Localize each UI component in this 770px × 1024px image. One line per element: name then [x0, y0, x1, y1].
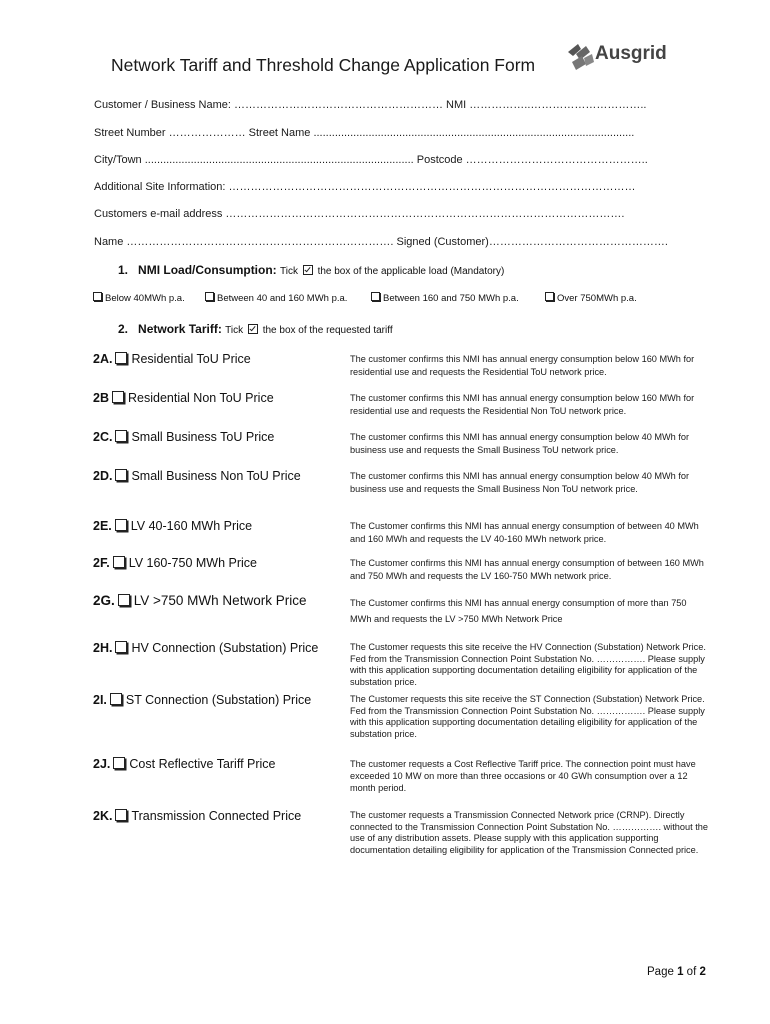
checkbox-icon[interactable] [93, 292, 102, 301]
tariff-option[interactable]: 2I. ST Connection (Substation) Price [93, 693, 312, 707]
load-option[interactable]: Below 40MWh p.a. [93, 292, 185, 304]
checkbox-icon[interactable] [118, 594, 130, 606]
checkbox-icon[interactable] [205, 292, 214, 301]
checkbox-icon[interactable] [545, 292, 554, 301]
checkbox-icon[interactable] [115, 430, 127, 442]
additional-site-info-field[interactable]: Additional Site Information: ………………………………………………………………………………………………… [94, 181, 636, 193]
tariff-description: The customer confirms this NMI has annual energy consumption below 160 MWh for residential use and requests the Residential Non ToU network price. [350, 393, 695, 416]
tariff-option[interactable]: 2D. Small Business Non ToU Price [93, 469, 301, 483]
checkbox-icon[interactable] [113, 556, 125, 568]
tariff-description: The customer requests a Cost Reflective Tariff price. The connection point must have exceeded 10 MW on more than three occasions or 40 GWh consumption over a 12 month period. [350, 759, 696, 793]
page-number: Page 1 of 2 [647, 966, 706, 978]
tariff-description: The Customer confirms this NMI has annual energy consumption of more than 750 MWh and requests the LV >750 MWh Network Price [350, 598, 687, 624]
checkbox-icon[interactable] [110, 693, 122, 705]
checkbox-icon[interactable] [115, 519, 127, 531]
tick-icon [303, 265, 313, 275]
form-title: Network Tariff and Threshold Change Application Form [111, 55, 536, 75]
checkbox-icon[interactable] [115, 469, 127, 481]
tariff-description: The Customer requests this site receive the HV Connection (Substation) Network Price. Fed from the Transmission Connection Point Substation No. ……………. Please supply with this application supporting documentation detailing eligibility for application of the substation price. [350, 642, 706, 687]
checkbox-icon[interactable] [115, 641, 127, 653]
tariff-option[interactable]: 2C. Small Business ToU Price [93, 430, 275, 444]
tariff-description: The customer confirms this NMI has annual energy consumption below 160 MWh for residential use and requests the Residential ToU network price. [350, 354, 695, 377]
checkbox-icon[interactable] [115, 809, 127, 821]
tariff-description: The Customer confirms this NMI has annual energy consumption of between 160 MWh and 750 MWh and requests the LV 160-750 MWh network price. [350, 558, 704, 581]
tariff-description: The customer requests a Transmission Connected Network price (CRNP). Directly connected to the Transmission Connection Point Substation No. ……………. without the use of any distribution assets. Please supply with this application supporting documentation detailing eligibility for application of the Transmission Connected price. [350, 810, 708, 855]
logo-text: Ausgrid [595, 43, 667, 64]
section-1-heading: 1. NMI Load/Consumption: Tick the box of the applicable load (Mandatory) [118, 263, 505, 277]
tariff-description: The Customer confirms this NMI has annual energy consumption of between 40 MWh and 160 MWh and requests the LV 40-160 MWh network price. [350, 521, 699, 544]
section-2-heading: 2. Network Tariff: Tick the box of the requested tariff [118, 322, 393, 336]
tariff-option[interactable]: 2G. LV >750 MWh Network Price [93, 593, 307, 608]
ausgrid-logo-icon [566, 40, 596, 74]
tick-icon [248, 324, 258, 334]
checkbox-icon[interactable] [112, 391, 124, 403]
tariff-description: The customer confirms this NMI has annual energy consumption below 40 MWh for business use and requests the Small Business ToU network price. [350, 432, 690, 455]
checkbox-icon[interactable] [113, 757, 125, 769]
load-option[interactable]: Over 750MWh p.a. [545, 292, 637, 304]
tariff-description: The customer confirms this NMI has annual energy consumption below 40 MWh for business use and requests the Small Business Non ToU network price. [350, 471, 690, 494]
tariff-option[interactable]: 2F. LV 160-750 MWh Price [93, 556, 257, 570]
tariff-option[interactable]: 2E. LV 40-160 MWh Price [93, 519, 253, 533]
ausgrid-logo [566, 40, 676, 74]
tariff-option[interactable]: 2B Residential Non ToU Price [93, 391, 274, 405]
tariff-option[interactable]: 2K. Transmission Connected Price [93, 809, 302, 823]
email-field[interactable]: Customers e-mail address ………………………………………………………………………………………………. [94, 208, 625, 220]
tariff-option[interactable]: 2H. HV Connection (Substation) Price [93, 641, 319, 655]
tariff-option[interactable]: 2A. Residential ToU Price [93, 352, 251, 366]
load-option[interactable]: Between 40 and 160 MWh p.a. [205, 292, 347, 304]
tariff-option[interactable]: 2J. Cost Reflective Tariff Price [93, 757, 276, 771]
customer-name-nmi-field[interactable]: Customer / Business Name: ………………………………………………… NMI ……………..………………………….. [94, 99, 647, 111]
checkbox-icon[interactable] [115, 352, 127, 364]
name-signed-field[interactable]: Name ………………………………………………………………. Signed (Customer)…………………………………………. [94, 236, 668, 248]
checkbox-icon[interactable] [371, 292, 380, 301]
tariff-description: The Customer requests this site receive the ST Connection (Substation) Network Price. Fed from the Transmission Connection Point Substation No. ……………. Please supply with this application supporting documentation detailing eligibility for application of the substation price. [350, 694, 705, 739]
load-option[interactable]: Between 160 and 750 MWh p.a. [371, 292, 519, 304]
street-field[interactable]: Street Number ………………… Street Name ......................................................................................................... [94, 127, 635, 139]
city-postcode-field[interactable]: City/Town ........................................................................................ Postcode ………………………………………….. [94, 154, 648, 166]
